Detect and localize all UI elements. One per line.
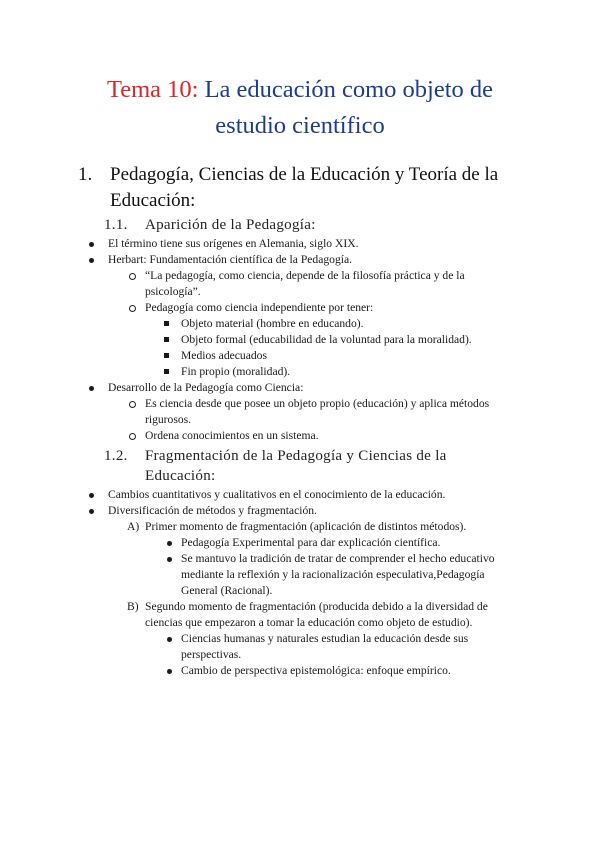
subsection-1-2-title-line1: Fragmentación de la Pedagogía y Ciencias de la (145, 448, 447, 464)
list-item-continued: ciencias que empezaron a tomar la educación como objeto de estudio). (145, 616, 473, 629)
list-item: “La pedagogía, como ciencia, depende de la filosofía práctica y de la (145, 269, 465, 282)
title-line2: estudio científico (215, 112, 385, 139)
list-item-continued: perspectivas. (181, 648, 242, 661)
list-item-continued: psicología”. (145, 285, 201, 298)
list-item-continued: rigurosos. (145, 413, 192, 426)
list-item-continued: mediante la reflexión y la racionalización especulativa,Pedagogía (181, 568, 485, 581)
list-item-continued: General (Racional). (181, 584, 273, 597)
subsection-1-2-number: 1.2. (104, 448, 128, 464)
list-label-a: A) (127, 520, 140, 533)
title-prefix: Tema 10: (106, 76, 199, 103)
bullet-icon (167, 669, 172, 674)
square-bullet-icon (164, 321, 169, 326)
list-item: Primer momento de fragmentación (aplicación de distintos métodos). (145, 520, 467, 533)
bullet-icon (89, 509, 94, 514)
bullet-icon (167, 637, 172, 642)
subsection-1-2-title-line2: Educación: (145, 468, 216, 484)
list-item: Medios adecuados (181, 349, 267, 362)
circle-bullet-icon (129, 273, 136, 280)
list-item: Pedagogía Experimental para dar explicación científica. (181, 536, 441, 549)
section1-number: 1. (78, 164, 93, 185)
list-item: Objeto formal (educabilidad de la voluntad para la moralidad). (181, 333, 472, 346)
list-item: El término tiene sus orígenes en Alemania, siglo XIX. (108, 237, 359, 250)
bullet-icon (167, 557, 172, 562)
bullet-icon (89, 386, 94, 391)
list-item: Se mantuvo la tradición de tratar de comprender el hecho educativo (181, 552, 495, 565)
list-item: Ciencias humanas y naturales estudian la educación desde sus (181, 632, 469, 645)
bullet-icon (89, 258, 94, 263)
bullet-icon (167, 541, 172, 546)
circle-bullet-icon (129, 305, 136, 312)
list-item: Es ciencia desde que posee un objeto propio (educación) y aplica métodos (145, 397, 490, 410)
square-bullet-icon (164, 353, 169, 358)
subsection-1-1-title: Aparición de la Pedagogía: (145, 217, 316, 233)
list-item: Pedagogía como ciencia independiente por tener: (145, 301, 374, 314)
list-item: Herbart: Fundamentación científica de la Pedagogía. (108, 253, 353, 266)
subsection-1-1-number: 1.1. (104, 217, 128, 233)
list-item: Segundo momento de fragmentación (producida debido a la diversidad de (145, 600, 488, 613)
page-title (0, 72, 600, 108)
list-item: Objeto material (hombre en educando). (181, 317, 364, 330)
title-line1: La educación como objeto de (204, 76, 494, 103)
list-item: Fin propio (moralidad). (181, 365, 291, 378)
square-bullet-icon (164, 337, 169, 342)
section1-heading-line2: Educación: (110, 190, 196, 211)
list-item: Cambio de perspectiva epistemológica: enfoque empírico. (181, 664, 451, 677)
list-item: Diversificación de métodos y fragmentación. (108, 504, 317, 517)
circle-bullet-icon (129, 401, 136, 408)
section1-heading-line1: Pedagogía, Ciencias de la Educación y Teoría de la (110, 164, 499, 185)
bullet-icon (89, 242, 94, 247)
circle-bullet-icon (129, 433, 136, 440)
list-item: Desarrollo de la Pedagogía como Ciencia: (108, 381, 304, 394)
bullet-icon (89, 493, 94, 498)
list-item: Ordena conocimientos en un sistema. (145, 429, 319, 442)
square-bullet-icon (164, 369, 169, 374)
list-label-b: B) (127, 600, 139, 613)
list-item: Cambios cuantitativos y cualitativos en el conocimiento de la educación. (108, 488, 446, 501)
page-title-line2 (0, 108, 600, 144)
